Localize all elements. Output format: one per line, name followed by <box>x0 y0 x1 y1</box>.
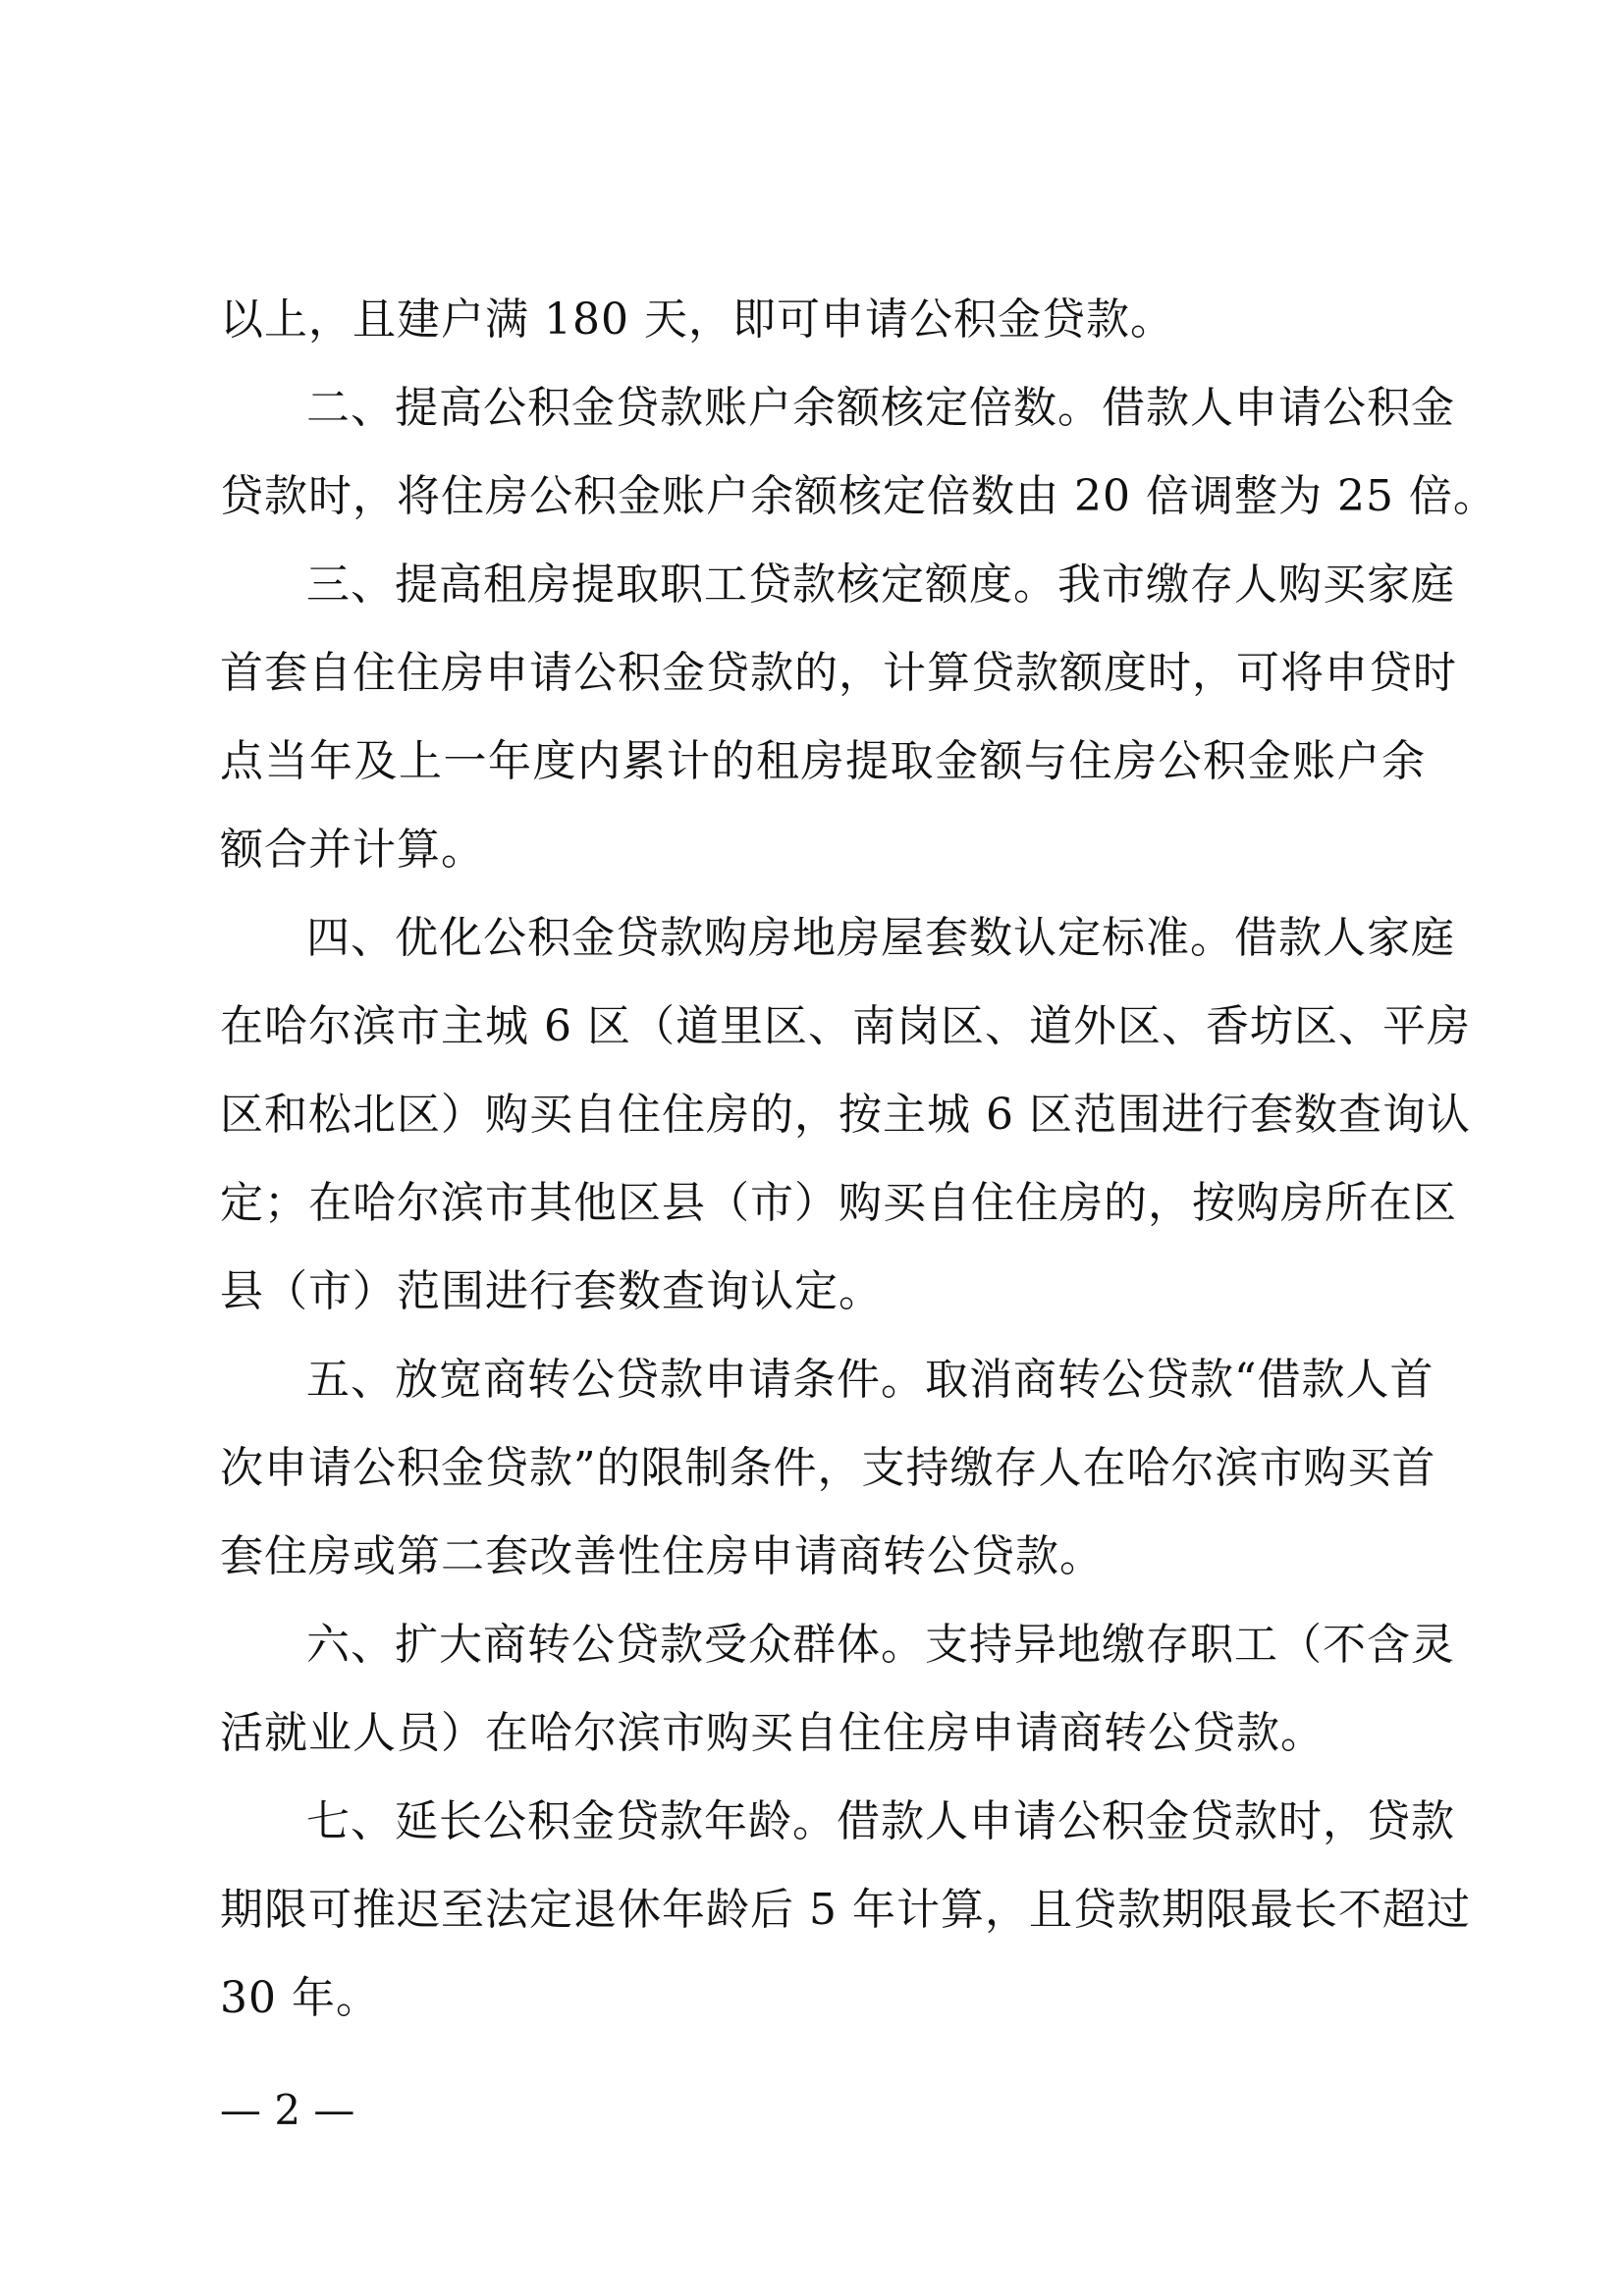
text-line-20: 30 年。 <box>220 1973 380 2023</box>
text-line-3: 贷款时，将住房公积金账户余额核定倍数由 20 倍调整为 25 倍。 <box>220 471 1497 521</box>
text-line-6: 点当年及上一年度内累计的租房提取金额与住房公积金账户余 <box>220 736 1426 786</box>
text-line-4: 三、提高租房提取职工贷款核定额度。我市缴存人购买家庭 <box>306 560 1455 610</box>
text-line-15: 套住房或第二套改善性住房申请商转公贷款。 <box>220 1531 1104 1581</box>
text-line-19: 期限可推迟至法定退休年龄后 5 年计算，且贷款期限最长不超过 <box>220 1885 1471 1935</box>
text-line-9: 在哈尔滨市主城 6 区（道里区、南岗区、道外区、香坊区、平房 <box>220 1001 1471 1051</box>
page-number: — 2 — <box>220 2086 355 2134</box>
text-line-13: 五、放宽商转公贷款申请条件。取消商转公贷款“借款人首 <box>306 1355 1435 1405</box>
text-line-8: 四、优化公积金贷款购房地房屋套数认定标准。借款人家庭 <box>306 913 1455 963</box>
text-line-14: 次申请公积金贷款”的限制条件，支持缴存人在哈尔滨市购买首 <box>220 1443 1436 1493</box>
text-line-7: 额合并计算。 <box>220 825 485 875</box>
text-line-2: 二、提高公积金贷款账户余额核定倍数。借款人申请公积金 <box>306 383 1455 433</box>
text-line-18: 七、延长公积金贷款年龄。借款人申请公积金贷款时，贷款 <box>306 1796 1455 1846</box>
text-line-5: 首套自住住房申请公积金贷款的，计算贷款额度时，可将申贷时 <box>220 648 1457 698</box>
text-line-11: 定；在哈尔滨市其他区县（市）购买自住住房的，按购房所在区 <box>220 1178 1457 1228</box>
text-line-12: 县（市）范围进行套数查询认定。 <box>220 1266 883 1316</box>
text-line-1: 以上，且建户满 180 天，即可申请公积金贷款。 <box>220 294 1174 345</box>
text-line-17: 活就业人员）在哈尔滨市购买自住住房申请商转公贷款。 <box>220 1708 1325 1758</box>
text-line-10: 区和松北区）购买自住住房的，按主城 6 区范围进行套数查询认 <box>220 1090 1471 1140</box>
text-line-16: 六、扩大商转公贷款受众群体。支持异地缴存职工（不含灵 <box>306 1620 1455 1670</box>
